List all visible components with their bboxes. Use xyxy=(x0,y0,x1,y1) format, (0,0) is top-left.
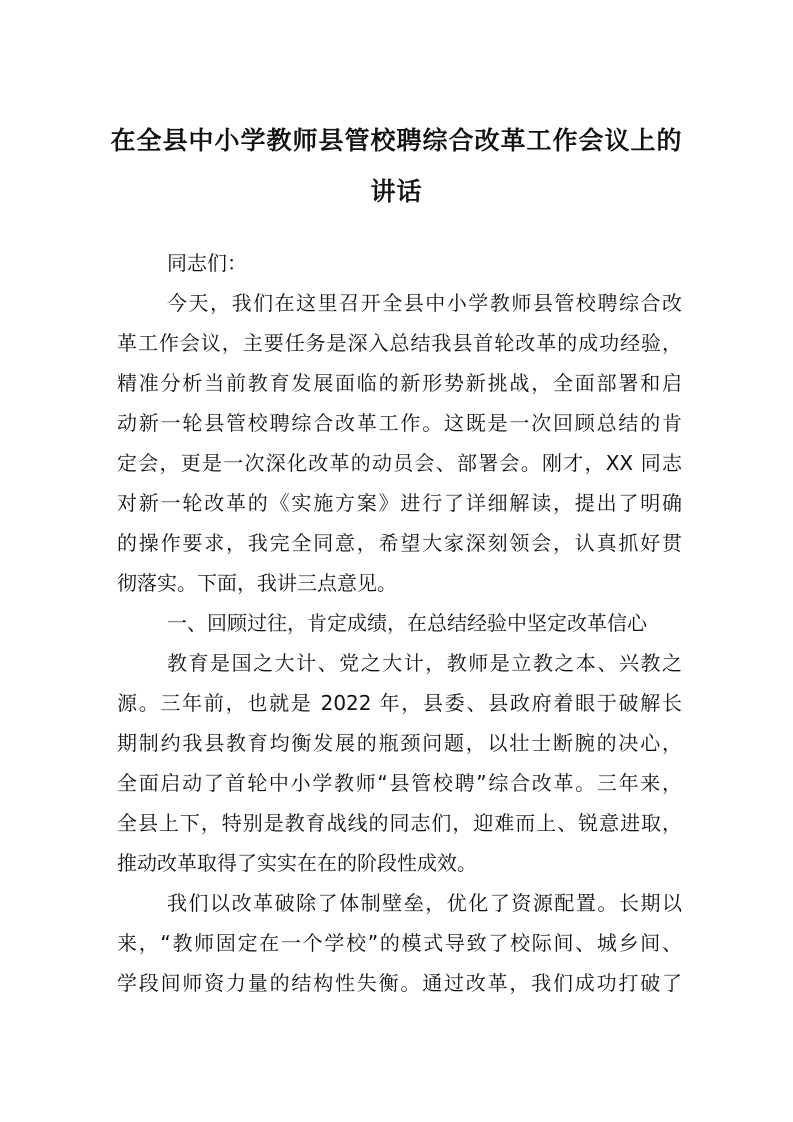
paragraph-line: 动新一轮县管校聘综合改革工作。这既是一次回顾总结的肯 xyxy=(117,411,682,435)
paragraph-line: 对新一轮改革的《实施方案》进行了详细解读，提出了明确 xyxy=(117,491,682,515)
paragraph-line: 我们以改革破除了体制壁垒，优化了资源配置。长期以 xyxy=(167,891,682,915)
paragraph-line: 全面启动了首轮中小学教师“县管校聘”综合改革。三年来， xyxy=(117,771,682,795)
paragraph-line: 来，“教师固定在一个学校”的模式导致了校际间、城乡间、 xyxy=(117,931,682,955)
paragraph-line: 全县上下，特别是教育战线的同志们，迎难而上、锐意进取， xyxy=(117,811,682,835)
paragraph-line: 的操作要求，我完全同意，希望大家深刻领会，认真抓好贯 xyxy=(117,531,682,555)
paragraph-line: 彻落实。下面，我讲三点意见。 xyxy=(117,571,397,595)
paragraph-line: 革工作会议，主要任务是深入总结我县首轮改革的成功经验， xyxy=(117,331,682,355)
paragraph-line: 教育是国之大计、党之大计，教师是立教之本、兴教之 xyxy=(167,651,682,675)
paragraph-line: 今天，我们在这里召开全县中小学教师县管校聘综合改 xyxy=(167,291,682,315)
section-heading: 一、回顾过往，肯定成绩，在总结经验中坚定改革信心 xyxy=(167,611,647,635)
paragraph-line: 精准分析当前教育发展面临的新形势新挑战，全面部署和启 xyxy=(117,371,682,395)
paragraph-line: 推动改革取得了实实在在的阶段性成效。 xyxy=(117,851,477,875)
document-title-line-2: 讲话 xyxy=(370,177,423,206)
paragraph-line: 期制约我县教育均衡发展的瓶颈问题，以壮士断腕的决心， xyxy=(117,731,682,755)
paragraph-line: 源。三年前，也就是 2022 年，县委、县政府着眼于破解长 xyxy=(117,691,682,715)
greeting: 同志们： xyxy=(167,251,247,275)
paragraph-line: 学段间师资力量的结构性失衡。通过改革，我们成功打破了 xyxy=(117,971,682,995)
document-title-line-1: 在全县中小学教师县管校聘综合改革工作会议上的 xyxy=(110,126,683,155)
paragraph-line: 定会，更是一次深化改革的动员会、部署会。刚才，XX 同志 xyxy=(117,451,682,475)
